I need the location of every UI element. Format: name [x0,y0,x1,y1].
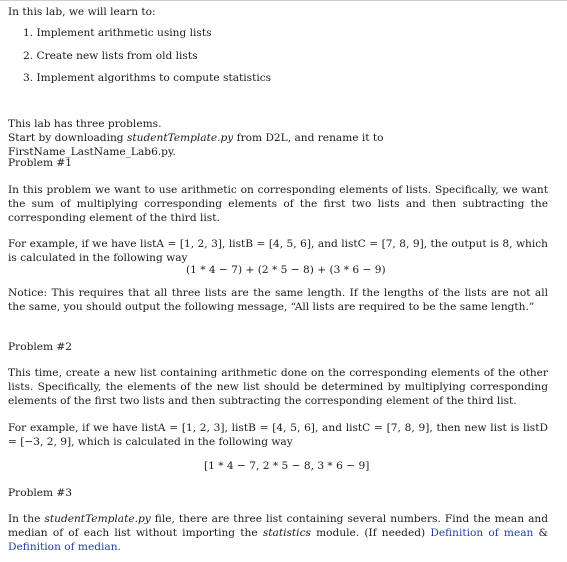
problem1-note: Notice: This requires that all three lists are the same length. If the lengths of the lists are not all the same, you should output the following message, “All lists are required to be the same length.” [8,287,548,313]
problem1-title: Problem #1 [8,157,73,169]
problem1-example: For example, if we have listA = [1, 2, 3], listB = [4, 5, 6], and listC = [7, 8, 9], the output is 8, which is calculated in the following way [8,238,548,264]
overview-prefix: Start by downloading [8,131,127,144]
objective-item: 2. Create new lists from old lists [23,49,198,62]
problem1-equation: (1 * 4 − 7) + (2 * 5 − 8) + (3 * 6 − 9) [186,264,386,276]
problem3-template-filename: studentTemplate.py [44,513,151,525]
overview-line2 [8,132,548,160]
problem3-text-before: In the [8,513,45,525]
problem3-title: Problem #3 [8,487,73,499]
overview [8,118,548,159]
problem1-description: In this problem we want to use arithmetic on corresponding elements of lists. Specifically, we want the sum of multiplying corresponding elements of the first two lists and then subtracting the corresponding element of the third list. [8,184,548,224]
definition-of-median-link[interactable]: Definition of median. [8,540,121,553]
problem3-text-after: module. (If needed) [310,526,431,539]
problem3-text-mid: file, there are three list containing several numbers. Find the mean and median of of each list without importing the [8,513,548,539]
objectives-list [23,27,523,95]
overview-line1: This lab has three problems. [8,118,162,130]
objective-item: 3. Implement algorithms to compute statistics [23,72,272,84]
top-border [0,0,567,1]
ampersand: & [533,526,548,539]
statistics-module-name: statistics [262,526,311,539]
problem3-description [8,513,548,554]
overview-suffix: from D2L, and rename it to FirstName_LastName_Lab6.py. [8,131,384,158]
problem2-title: Problem #2 [8,341,73,353]
problem2-description: This time, create a new list containing arithmetic done on the corresponding elements of the other lists. Specifically, the elements of the new list should be determined by multiplying corresponding elements of the first two lists and then subtracting the corresponding element of the third list. [8,367,548,407]
problem2-example: For example, if we have listA = [1, 2, 3], listB = [4, 5, 6], and listC = [7, 8, 9], then new list is listD = [−3, 2, 9], which is calculated in the following way [8,422,548,448]
definition-of-mean-link[interactable]: Definition of mean [430,526,534,539]
template-filename: studentTemplate.py [126,131,234,144]
problem2-equation: [1 * 4 − 7, 2 * 5 − 8, 3 * 6 − 9] [204,460,370,472]
objective-item: 1. Implement arithmetic using lists [23,27,212,39]
intro-lead: In this lab, we will learn to: [8,6,156,18]
